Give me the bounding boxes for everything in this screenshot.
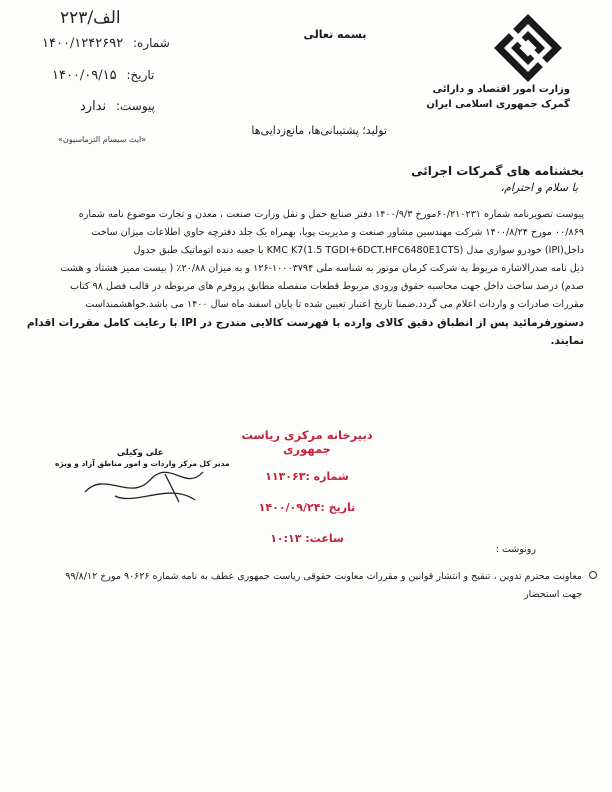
stamp-number: شماره :۱۱۳۰۶۳ [265,470,349,483]
body-line: دستورفرمائید پس از انطباق دقیق کالای وارده با فهرست کالایی مندرج در IPI با رعایت کامل مقررات اقدام [26,317,584,329]
stamp-time: ساعت: ۱۰:۱۳ [270,532,344,545]
customs-name: گمرک جمهوری اسلامی ایران [426,99,570,110]
body-line: ۰۰/۸۶۹ مورخ ۱۴۰۰/۸/۲۴ شرکت مهندسین مشاور صنعت و مدیریت پویا، بهمراه یک جلد دفترچه حاوی اطلاعات میزان ساخت [91,227,584,238]
letter-motto: تولید؛ پشتیبانی‌ها، مانع‌زدایی‌ها [251,124,387,137]
body-line: نمایند. [550,335,584,347]
body-line: مقررات صادرات و واردات اعلام می گردد.ضمنا تاریخ اعتبار تعیین شده تا پایان اسفند ماه سال ۱۴۰۰ می باشد.خواهشمنداست [85,299,584,310]
letter-date [52,68,154,83]
bullet-icon [589,571,597,579]
letter-attachment-label: پیوست: [115,99,155,113]
cc-text [42,568,582,604]
letter-salutation: با سلام و احترام، [500,181,578,194]
handwritten-reference: ۲۲۳/الف [60,8,121,28]
letter-number [42,36,170,51]
letter-recipient: بخشنامه های گمرکات اجرائی [411,164,584,178]
signatory-name: علی وکیلی [117,448,164,458]
letter-body [26,206,584,350]
letter-date-label: تاریخ: [126,68,155,82]
letter-number-label: شماره: [133,36,170,50]
signature-block [55,448,245,508]
cc-line: جهت استحضار [524,589,582,600]
signatory-title: مدیر کل مرکز واردات و امور مناطق آزاد و ویژه [55,459,230,468]
ministry-name: وزارت امور اقتصاد و دارائی [432,84,570,95]
body-line: ذیل نامه صدرالاشاره مربوط به شرکت کرمان موتور به شناسه ملی ۱۰۰۰۳۷۹۴-۱۲۶ و به میزان ۲۰/۸۸٪ ( بیست ممیز هشتاد و هشت [60,263,584,274]
customs-logo-icon [494,14,562,82]
stamp-title: دبیرخانه مرکزی ریاست جمهوری [241,428,373,456]
letter-date-value: ۱۴۰۰/۰۹/۱۵ [52,68,117,83]
handwritten-signature-icon [75,462,225,510]
bismillah-heading: بسمه تعالی [303,28,367,41]
stamp-date: تاریخ :۱۴۰۰/۰۹/۲۴ [258,501,356,514]
letter-attachment-value: ندارد [80,99,107,114]
registry-stamp [232,428,382,563]
letter-attachment [80,99,155,114]
letter-number-value: ۱۴۰۰/۱۲۴۲۶۹۲ [42,36,124,51]
cc-label: رونوشت : [495,544,536,555]
body-line: داخل(IPI) خودرو سواری مدل KMC K7(1.5 TGDI+6DCT.HFC6480E1CTS) با جعبه دنده اتوماتیک طبق جدول [133,245,584,256]
body-line: صدم) درصد ساخت داخل جهت محاسبه حقوق ورودی مربوط قطعات منفصله مطابق پروفرم های مربوطه در قالب فصل ۹۸ کتاب [70,281,584,292]
header-note: «ایث سیسام الترماسیون» [58,135,147,144]
cc-line: معاونت محترم تدوین ، تنقیح و انتشار قوانین و مقررات معاونت حقوقی ریاست جمهوری عطف به نامه شماره ۹۰۶۲۶ مورخ ۹۹/۸/۱۲ [65,571,582,582]
body-line: پیوست تصویرنامه شماره ۶۰/۲۱۰۲۳۱مورخ ۱۴۰۰/۹/۳ دفتر صنایع حمل و نقل وزارت صنعت ، معدن و تجارت موضوع نامه شماره [78,209,584,220]
